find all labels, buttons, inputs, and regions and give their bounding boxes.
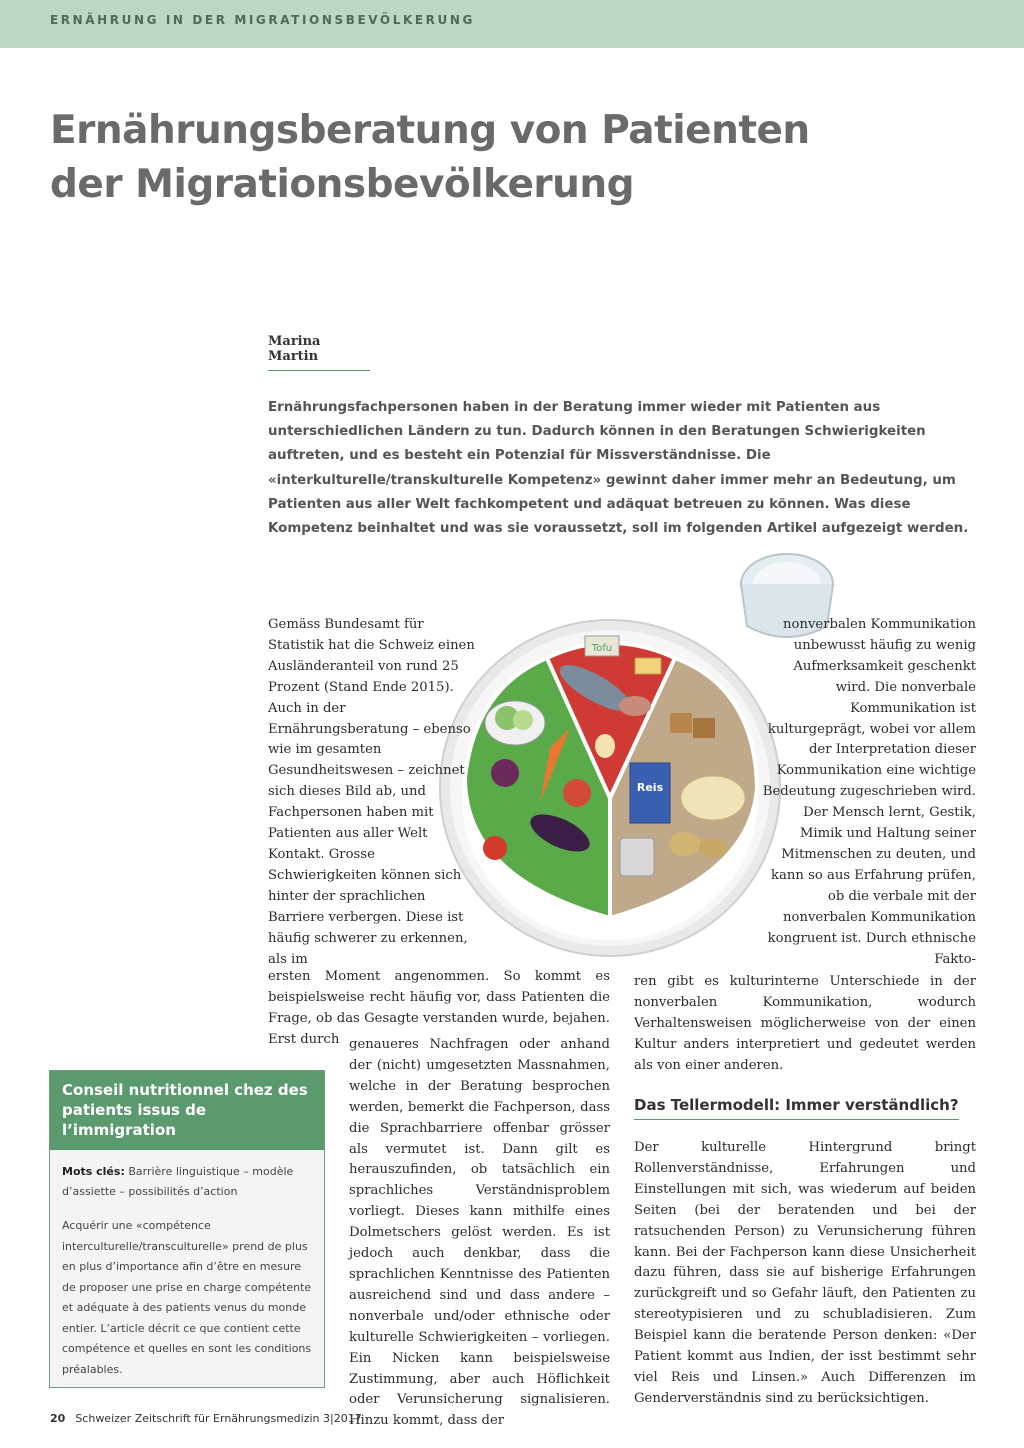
reis-label: Reis: [636, 781, 664, 794]
journal-name: Schweizer Zeitschrift für Ernährungsmedizin 3|2017: [75, 1412, 362, 1425]
lead-paragraph: Ernährungsfachpersonen haben in der Beratung immer wieder mit Patienten aus unterschiedlichen Ländern zu tun. Dadurch können in den Beratungen Schwierigkeiten auftreten, und es besteht ein Potenzial für Missverständnisse. Die «interkulturelle/transkulturelle Kompetenz» gewinnt daher immer mehr an Bedeutung, um Patienten aus aller Welt fachkompetent und adäquat betreuen zu können. Was diese Kompetenz beinhaltet und was sie voraussetzt, soll im folgenden Artikel aufgezeigt werden.: [268, 400, 969, 537]
summary-box-title: Conseil nutritionnel chez des patients issus de l’immigration: [50, 1071, 324, 1150]
body-text-left-top: Gemäss Bundesamt für Statistik hat die Schweiz einen Ausländeranteil von rund 25 Prozent (Stand Ende 2015). Auch in der Ernährungsberatung – ebenso wie im gesamten Gesundheitswesen – zeichnet sich dieses Bild ab, und Fachpersonen haben mit Patienten aus aller Welt Kontakt. Grosse Schwierigkeiten können sich hinter der sprachlichen Barriere verbergen. Diese ist häufig schwerer zu erkennen, als im: [268, 617, 475, 967]
page-number: 20: [50, 1412, 66, 1425]
section-header-band: [0, 0, 1024, 48]
article-title-line2: der Migrationsbevölkerung: [50, 162, 635, 207]
body-text-right-bottom: Der kulturelle Hintergrund bringt Rollenverständnisse, Erfahrungen und Einstellungen mit sich, was wiederum auf beiden Seiten (bei der beratenden und bei der ratsuchenden Person) zu Verunsicherung führen kann. Bei der Fachperson kann diese Unsicherheit dazu führen, dass sie auf bisherige Erfahrungen zurückgreift und so Gefahr läuft, den Patienten zu stereotypisieren und zu schubladisieren. Zum Beispiel kann die beratende Person denken: «Der Patient kommt aus Indien, der isst bestimmt sehr viel Reis und Linsen.» Auch Differenzen im Genderverständnis sind zu berücksichtigen.: [634, 1140, 976, 1406]
body-text-right-top: nonverbalen Kommunikation unbewusst häufig zu wenig Aufmerksamkeit geschenkt wird. Die nonverbale Kommunikation ist kulturgeprägt, wobei vor allem der Interpretation dieser Kommunikation eine wichtige Bedeutung zugeschrieben wird. Der Mensch lernt, Gestik, Mimik und Haltung seiner Mitmenschen zu deuten, und kann so aus Erfahrung prüfen, ob die verbale mit der nonverbalen Kommunikation kongruent ist. Durch ethnische Fakto-: [762, 617, 976, 967]
author-name: Marina Martin: [268, 334, 370, 371]
summary-box-text: Acquérir une «compétence interculturelle/transculturelle» prend de plus en plus d’importance afin d’être en mesure de proposer une prise en charge compétente et adéquate à des patients venus du monde entier. L’article décrit ce que contient cette compétence et quelles en sont les conditions préalables.: [62, 1219, 312, 1376]
keywords-text: Barrière linguistique – modèle d’assiette – possibilités d’action: [62, 1165, 294, 1198]
body-text-left-narrow: genaueres Nachfragen oder anhand der (nicht) umgesetzten Massnahmen, welche in der Beratung besprochen werden, bemerkt die Fachperson, dass die Sprachbarriere offenbar grösser als vermutet ist. Dann gilt es herauszufinden, ob tatsächlich ein sprachliches Verständnisproblem vorliegt. Dieses kann mithilfe eines Dolmetschers gelöst werden. Es ist jedoch auch denkbar, dass die sprachlichen Kenntnisse des Patienten ausreichend sind und dass andere – nonverbale und/oder ethnische oder kulturelle Schwierigkeiten – vorliegen. Ein Nicken kann beispielsweise Zustimmung, aber auch Höflichkeit oder Verunsicherung signalisieren. Hinzu kommt, dass der: [349, 1037, 610, 1429]
section-subheading: Das Tellermodell: Immer verständlich?: [634, 1096, 959, 1120]
article-title-line1: Ernährungsberatung von Patienten: [50, 108, 810, 153]
summary-box-keywords: [62, 1162, 312, 1202]
page-footer: [50, 1412, 362, 1425]
section-header-label: ERNÄHRUNG IN DER MIGRATIONSBEVÖLKERUNG: [50, 13, 475, 27]
body-text-right-mid: ren gibt es kulturinterne Unterschiede in der nonverbalen Kommunikation, wodurch Verhaltensweisen möglicherweise von der einen Kultur anders interpretiert und gedeutet werden als von einer anderen.: [634, 974, 976, 1073]
body-text-left-bottom: ersten Moment angenommen. So kommt es beispielsweise recht häufig vor, dass Patienten die Frage, ob das Gesagte verstanden wurde, bejahen. Erst durch: [268, 969, 610, 1047]
french-summary-box: [49, 1070, 325, 1388]
article-title: [50, 104, 950, 212]
keywords-label: Mots clés:: [62, 1165, 125, 1178]
tofu-label: Tofu: [591, 643, 613, 654]
